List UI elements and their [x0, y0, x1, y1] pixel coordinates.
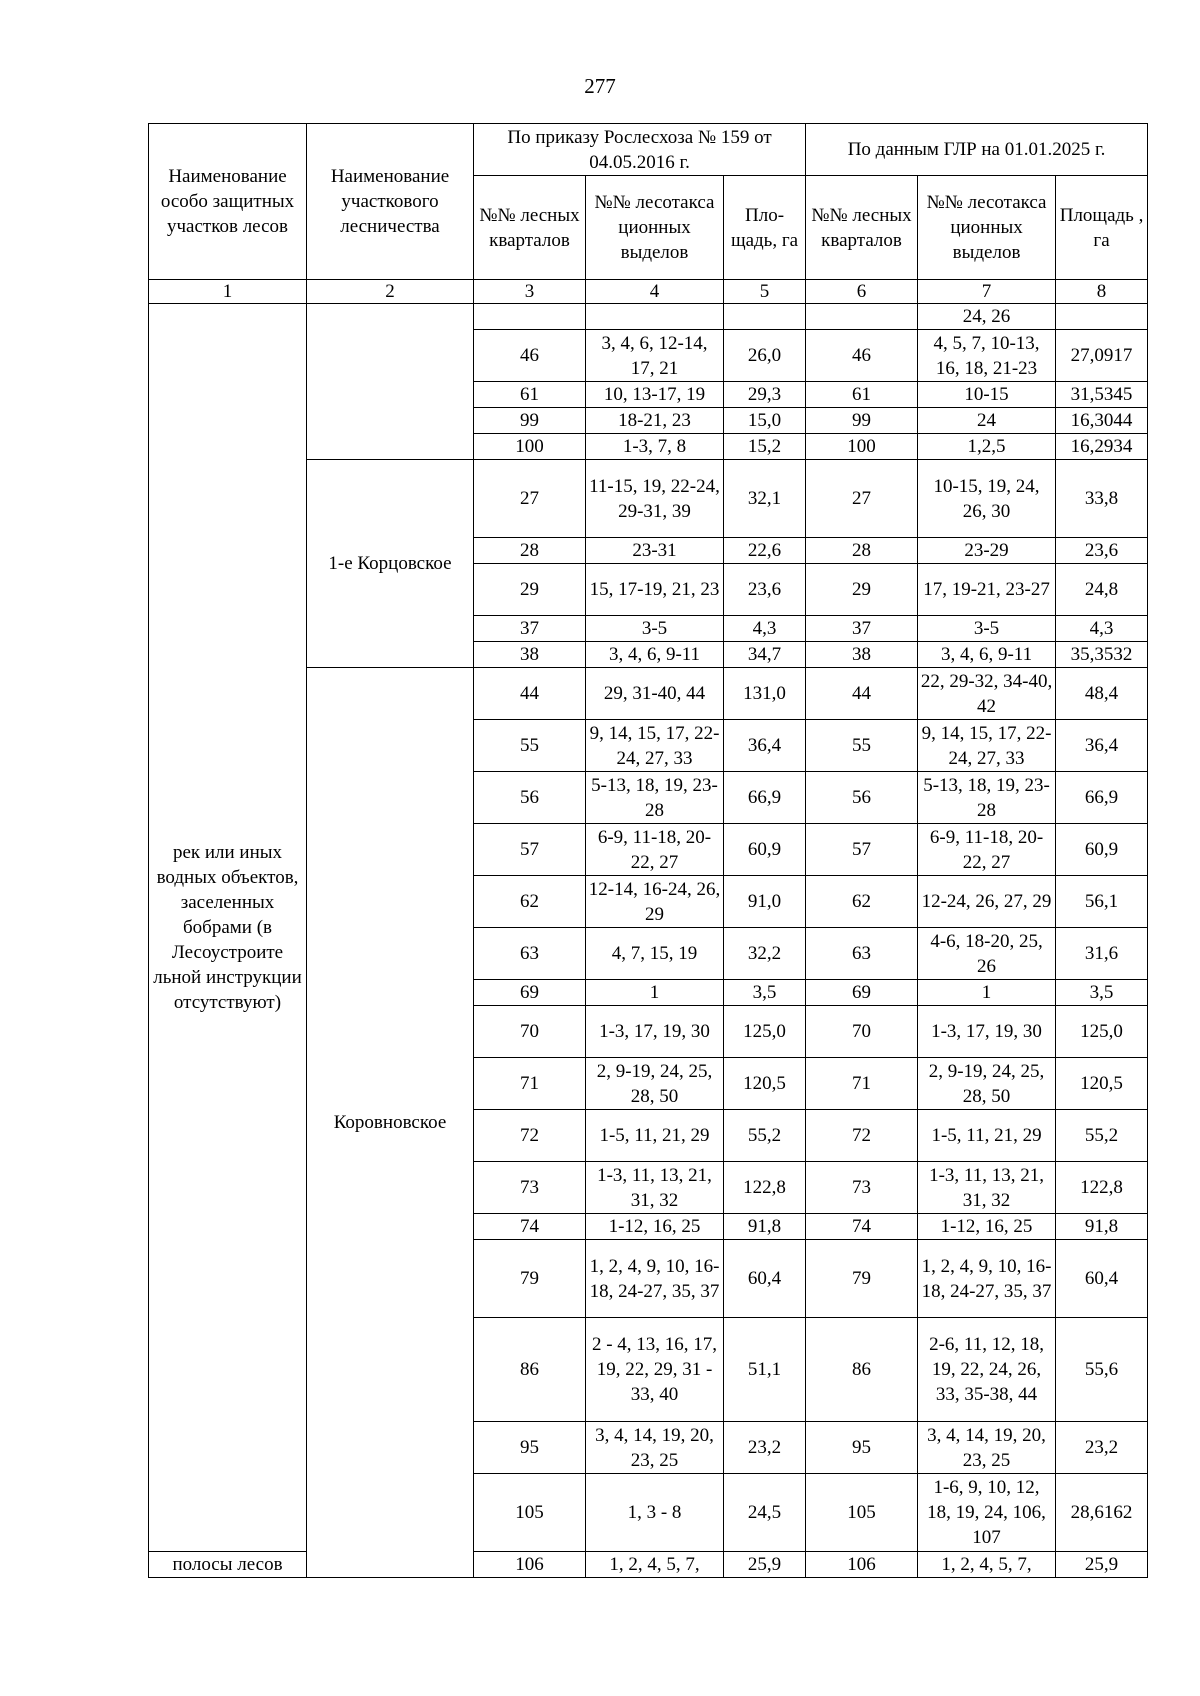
units-glr-cell: 1, 2, 4, 5, 7,: [918, 1552, 1056, 1578]
header-glr-data: По данным ГЛР на 01.01.2025 г.: [806, 124, 1148, 176]
units-order-cell: 3, 4, 6, 9-11: [586, 642, 724, 668]
quarter-order-cell: 29: [474, 564, 586, 616]
header-rosleskhoz-order: По приказу Рослесхоза № 159 от 04.05.2016 г.: [474, 124, 806, 176]
area-order-cell: 51,1: [724, 1318, 806, 1422]
quarter-glr-cell: 74: [806, 1214, 918, 1240]
area-order-cell: 22,6: [724, 538, 806, 564]
quarter-order-cell: 105: [474, 1474, 586, 1552]
quarter-order-cell: 62: [474, 876, 586, 928]
header-quarters-glr: №№ лесных кварталов: [806, 176, 918, 280]
area-order-cell: 122,8: [724, 1162, 806, 1214]
quarter-order-cell: 37: [474, 616, 586, 642]
quarter-order-cell: 106: [474, 1552, 586, 1578]
protected-area-name: рек или иных водных объектов, заселенных бобрами (в Лесоустроите льной инструкции отсутствуют): [149, 304, 307, 1552]
area-order-cell: 66,9: [724, 772, 806, 824]
quarter-order-cell: 100: [474, 434, 586, 460]
area-glr-cell: 55,2: [1056, 1110, 1148, 1162]
quarter-order-cell: 63: [474, 928, 586, 980]
units-order-cell: 11-15, 19, 22-24, 29-31, 39: [586, 460, 724, 538]
units-order-cell: 4, 7, 15, 19: [586, 928, 724, 980]
units-glr-cell: 5-13, 18, 19, 23-28: [918, 772, 1056, 824]
header-protected-area-name: Наименование особо защитных участков лесов: [149, 124, 307, 280]
units-order-cell: 2 - 4, 13, 16, 17, 19, 22, 29, 31 - 33, 40: [586, 1318, 724, 1422]
area-glr-cell: 31,6: [1056, 928, 1148, 980]
quarter-glr-cell: 37: [806, 616, 918, 642]
units-order-cell: 1-3, 11, 13, 21, 31, 32: [586, 1162, 724, 1214]
quarter-glr-cell: 27: [806, 460, 918, 538]
column-number-row: [149, 280, 1148, 304]
area-glr-cell: 4,3: [1056, 616, 1148, 642]
column-number: 7: [918, 280, 1056, 304]
units-glr-cell: 1-5, 11, 21, 29: [918, 1110, 1056, 1162]
units-glr-cell: 3, 4, 14, 19, 20, 23, 25: [918, 1422, 1056, 1474]
column-number: 5: [724, 280, 806, 304]
units-glr-cell: 3, 4, 6, 9-11: [918, 642, 1056, 668]
units-glr-cell: 24, 26: [918, 304, 1056, 330]
area-glr-cell: 25,9: [1056, 1552, 1148, 1578]
forestry-name: Коровновское: [307, 668, 474, 1578]
units-order-cell: 1: [586, 980, 724, 1006]
area-glr-cell: 31,5345: [1056, 382, 1148, 408]
area-glr-cell: 66,9: [1056, 772, 1148, 824]
area-glr-cell: [1056, 304, 1148, 330]
area-order-cell: [724, 304, 806, 330]
quarter-order-cell: 74: [474, 1214, 586, 1240]
header-units-order: №№ лесотакса ционных выделов: [586, 176, 724, 280]
area-order-cell: 60,4: [724, 1240, 806, 1318]
units-order-cell: 23-31: [586, 538, 724, 564]
header-area-glr: Площадь , га: [1056, 176, 1148, 280]
units-glr-cell: 4-6, 18-20, 25, 26: [918, 928, 1056, 980]
header-area-order: Пло- щадь, га: [724, 176, 806, 280]
units-glr-cell: 1-3, 11, 13, 21, 31, 32: [918, 1162, 1056, 1214]
area-order-cell: 3,5: [724, 980, 806, 1006]
units-glr-cell: 23-29: [918, 538, 1056, 564]
units-order-cell: 1-3, 17, 19, 30: [586, 1006, 724, 1058]
column-number: 8: [1056, 280, 1148, 304]
area-order-cell: 91,0: [724, 876, 806, 928]
quarter-glr-cell: 62: [806, 876, 918, 928]
quarter-order-cell: 72: [474, 1110, 586, 1162]
area-order-cell: 26,0: [724, 330, 806, 382]
quarter-order-cell: 70: [474, 1006, 586, 1058]
quarter-glr-cell: 46: [806, 330, 918, 382]
units-glr-cell: 1, 2, 4, 9, 10, 16-18, 24-27, 35, 37: [918, 1240, 1056, 1318]
area-glr-cell: 60,4: [1056, 1240, 1148, 1318]
area-glr-cell: 36,4: [1056, 720, 1148, 772]
quarter-glr-cell: 44: [806, 668, 918, 720]
area-order-cell: 4,3: [724, 616, 806, 642]
units-glr-cell: 3-5: [918, 616, 1056, 642]
area-order-cell: 25,9: [724, 1552, 806, 1578]
quarter-glr-cell: 38: [806, 642, 918, 668]
units-glr-cell: 22, 29-32, 34-40, 42: [918, 668, 1056, 720]
quarter-glr-cell: 55: [806, 720, 918, 772]
table-row: [149, 1552, 1148, 1578]
units-glr-cell: 24: [918, 408, 1056, 434]
area-order-cell: 131,0: [724, 668, 806, 720]
area-order-cell: 23,2: [724, 1422, 806, 1474]
units-glr-cell: 4, 5, 7, 10-13, 16, 18, 21-23: [918, 330, 1056, 382]
quarter-order-cell: 99: [474, 408, 586, 434]
area-order-cell: 24,5: [724, 1474, 806, 1552]
area-glr-cell: 91,8: [1056, 1214, 1148, 1240]
area-glr-cell: 56,1: [1056, 876, 1148, 928]
quarter-glr-cell: 79: [806, 1240, 918, 1318]
quarter-order-cell: 86: [474, 1318, 586, 1422]
units-glr-cell: 2, 9-19, 24, 25, 28, 50: [918, 1058, 1056, 1110]
header-units-glr: №№ лесотакса ционных выделов: [918, 176, 1056, 280]
units-order-cell: 9, 14, 15, 17, 22-24, 27, 33: [586, 720, 724, 772]
header-quarters-order: №№ лесных кварталов: [474, 176, 586, 280]
units-glr-cell: 10-15, 19, 24, 26, 30: [918, 460, 1056, 538]
area-order-cell: 60,9: [724, 824, 806, 876]
quarter-glr-cell: 56: [806, 772, 918, 824]
quarter-glr-cell: 63: [806, 928, 918, 980]
quarter-glr-cell: 72: [806, 1110, 918, 1162]
area-order-cell: 91,8: [724, 1214, 806, 1240]
quarter-glr-cell: 95: [806, 1422, 918, 1474]
units-order-cell: 1-3, 7, 8: [586, 434, 724, 460]
units-glr-cell: 1-3, 17, 19, 30: [918, 1006, 1056, 1058]
quarter-glr-cell: 106: [806, 1552, 918, 1578]
units-order-cell: 1, 2, 4, 9, 10, 16-18, 24-27, 35, 37: [586, 1240, 724, 1318]
units-order-cell: 1, 2, 4, 5, 7,: [586, 1552, 724, 1578]
units-glr-cell: 10-15: [918, 382, 1056, 408]
area-glr-cell: 35,3532: [1056, 642, 1148, 668]
area-order-cell: 120,5: [724, 1058, 806, 1110]
area-order-cell: 36,4: [724, 720, 806, 772]
units-glr-cell: 1-12, 16, 25: [918, 1214, 1056, 1240]
quarter-glr-cell: 29: [806, 564, 918, 616]
header-forestry-name: Наименование участкового лесничества: [307, 124, 474, 280]
area-glr-cell: 16,3044: [1056, 408, 1148, 434]
quarter-order-cell: 71: [474, 1058, 586, 1110]
quarter-order-cell: 57: [474, 824, 586, 876]
area-glr-cell: 125,0: [1056, 1006, 1148, 1058]
area-order-cell: 55,2: [724, 1110, 806, 1162]
quarter-order-cell: 56: [474, 772, 586, 824]
quarter-glr-cell: 71: [806, 1058, 918, 1110]
column-number: 1: [149, 280, 307, 304]
quarter-order-cell: 61: [474, 382, 586, 408]
units-order-cell: [586, 304, 724, 330]
forestry-name: 1-е Корцовское: [307, 460, 474, 668]
quarter-glr-cell: 86: [806, 1318, 918, 1422]
quarter-glr-cell: 100: [806, 434, 918, 460]
area-order-cell: 34,7: [724, 642, 806, 668]
units-order-cell: 6-9, 11-18, 20-22, 27: [586, 824, 724, 876]
area-glr-cell: 16,2934: [1056, 434, 1148, 460]
quarter-glr-cell: 99: [806, 408, 918, 434]
forest-protection-table: [148, 123, 1148, 1578]
area-glr-cell: 122,8: [1056, 1162, 1148, 1214]
table-row: [149, 304, 1148, 330]
units-glr-cell: 1-6, 9, 10, 12, 18, 19, 24, 106, 107: [918, 1474, 1056, 1552]
column-number: 3: [474, 280, 586, 304]
quarter-order-cell: 69: [474, 980, 586, 1006]
quarter-order-cell: [474, 304, 586, 330]
area-order-cell: 29,3: [724, 382, 806, 408]
units-order-cell: 18-21, 23: [586, 408, 724, 434]
area-glr-cell: 60,9: [1056, 824, 1148, 876]
column-number: 4: [586, 280, 724, 304]
quarter-order-cell: 44: [474, 668, 586, 720]
units-glr-cell: 9, 14, 15, 17, 22-24, 27, 33: [918, 720, 1056, 772]
area-glr-cell: 23,6: [1056, 538, 1148, 564]
units-order-cell: 5-13, 18, 19, 23-28: [586, 772, 724, 824]
units-glr-cell: 17, 19-21, 23-27: [918, 564, 1056, 616]
area-glr-cell: 48,4: [1056, 668, 1148, 720]
quarter-order-cell: 73: [474, 1162, 586, 1214]
forestry-name: [307, 304, 474, 460]
area-glr-cell: 3,5: [1056, 980, 1148, 1006]
area-glr-cell: 120,5: [1056, 1058, 1148, 1110]
units-order-cell: 2, 9-19, 24, 25, 28, 50: [586, 1058, 724, 1110]
area-order-cell: 15,2: [724, 434, 806, 460]
quarter-order-cell: 27: [474, 460, 586, 538]
area-glr-cell: 24,8: [1056, 564, 1148, 616]
units-glr-cell: 1,2,5: [918, 434, 1056, 460]
area-order-cell: 32,1: [724, 460, 806, 538]
units-order-cell: 3, 4, 14, 19, 20, 23, 25: [586, 1422, 724, 1474]
units-glr-cell: 6-9, 11-18, 20-22, 27: [918, 824, 1056, 876]
quarter-glr-cell: 105: [806, 1474, 918, 1552]
quarter-glr-cell: 57: [806, 824, 918, 876]
column-number: 2: [307, 280, 474, 304]
quarter-glr-cell: 73: [806, 1162, 918, 1214]
units-order-cell: 29, 31-40, 44: [586, 668, 724, 720]
column-number: 6: [806, 280, 918, 304]
units-order-cell: 1-12, 16, 25: [586, 1214, 724, 1240]
quarter-glr-cell: 69: [806, 980, 918, 1006]
area-glr-cell: 33,8: [1056, 460, 1148, 538]
units-glr-cell: 1: [918, 980, 1056, 1006]
quarter-order-cell: 55: [474, 720, 586, 772]
area-order-cell: 125,0: [724, 1006, 806, 1058]
units-order-cell: 1-5, 11, 21, 29: [586, 1110, 724, 1162]
quarter-glr-cell: 61: [806, 382, 918, 408]
units-glr-cell: 2-6, 11, 12, 18, 19, 22, 24, 26, 33, 35-38, 44: [918, 1318, 1056, 1422]
area-glr-cell: 27,0917: [1056, 330, 1148, 382]
quarter-glr-cell: 70: [806, 1006, 918, 1058]
quarter-glr-cell: 28: [806, 538, 918, 564]
area-glr-cell: 55,6: [1056, 1318, 1148, 1422]
quarter-glr-cell: [806, 304, 918, 330]
area-glr-cell: 23,2: [1056, 1422, 1148, 1474]
quarter-order-cell: 79: [474, 1240, 586, 1318]
units-order-cell: 3-5: [586, 616, 724, 642]
area-order-cell: 23,6: [724, 564, 806, 616]
area-glr-cell: 28,6162: [1056, 1474, 1148, 1552]
units-glr-cell: 12-24, 26, 27, 29: [918, 876, 1056, 928]
protected-area-name: полосы лесов: [149, 1552, 307, 1578]
page-number: 277: [584, 74, 616, 98]
quarter-order-cell: 95: [474, 1422, 586, 1474]
area-order-cell: 32,2: [724, 928, 806, 980]
area-order-cell: 15,0: [724, 408, 806, 434]
units-order-cell: 15, 17-19, 21, 23: [586, 564, 724, 616]
units-order-cell: 1, 3 - 8: [586, 1474, 724, 1552]
quarter-order-cell: 46: [474, 330, 586, 382]
units-order-cell: 3, 4, 6, 12-14, 17, 21: [586, 330, 724, 382]
quarter-order-cell: 38: [474, 642, 586, 668]
quarter-order-cell: 28: [474, 538, 586, 564]
units-order-cell: 12-14, 16-24, 26, 29: [586, 876, 724, 928]
units-order-cell: 10, 13-17, 19: [586, 382, 724, 408]
